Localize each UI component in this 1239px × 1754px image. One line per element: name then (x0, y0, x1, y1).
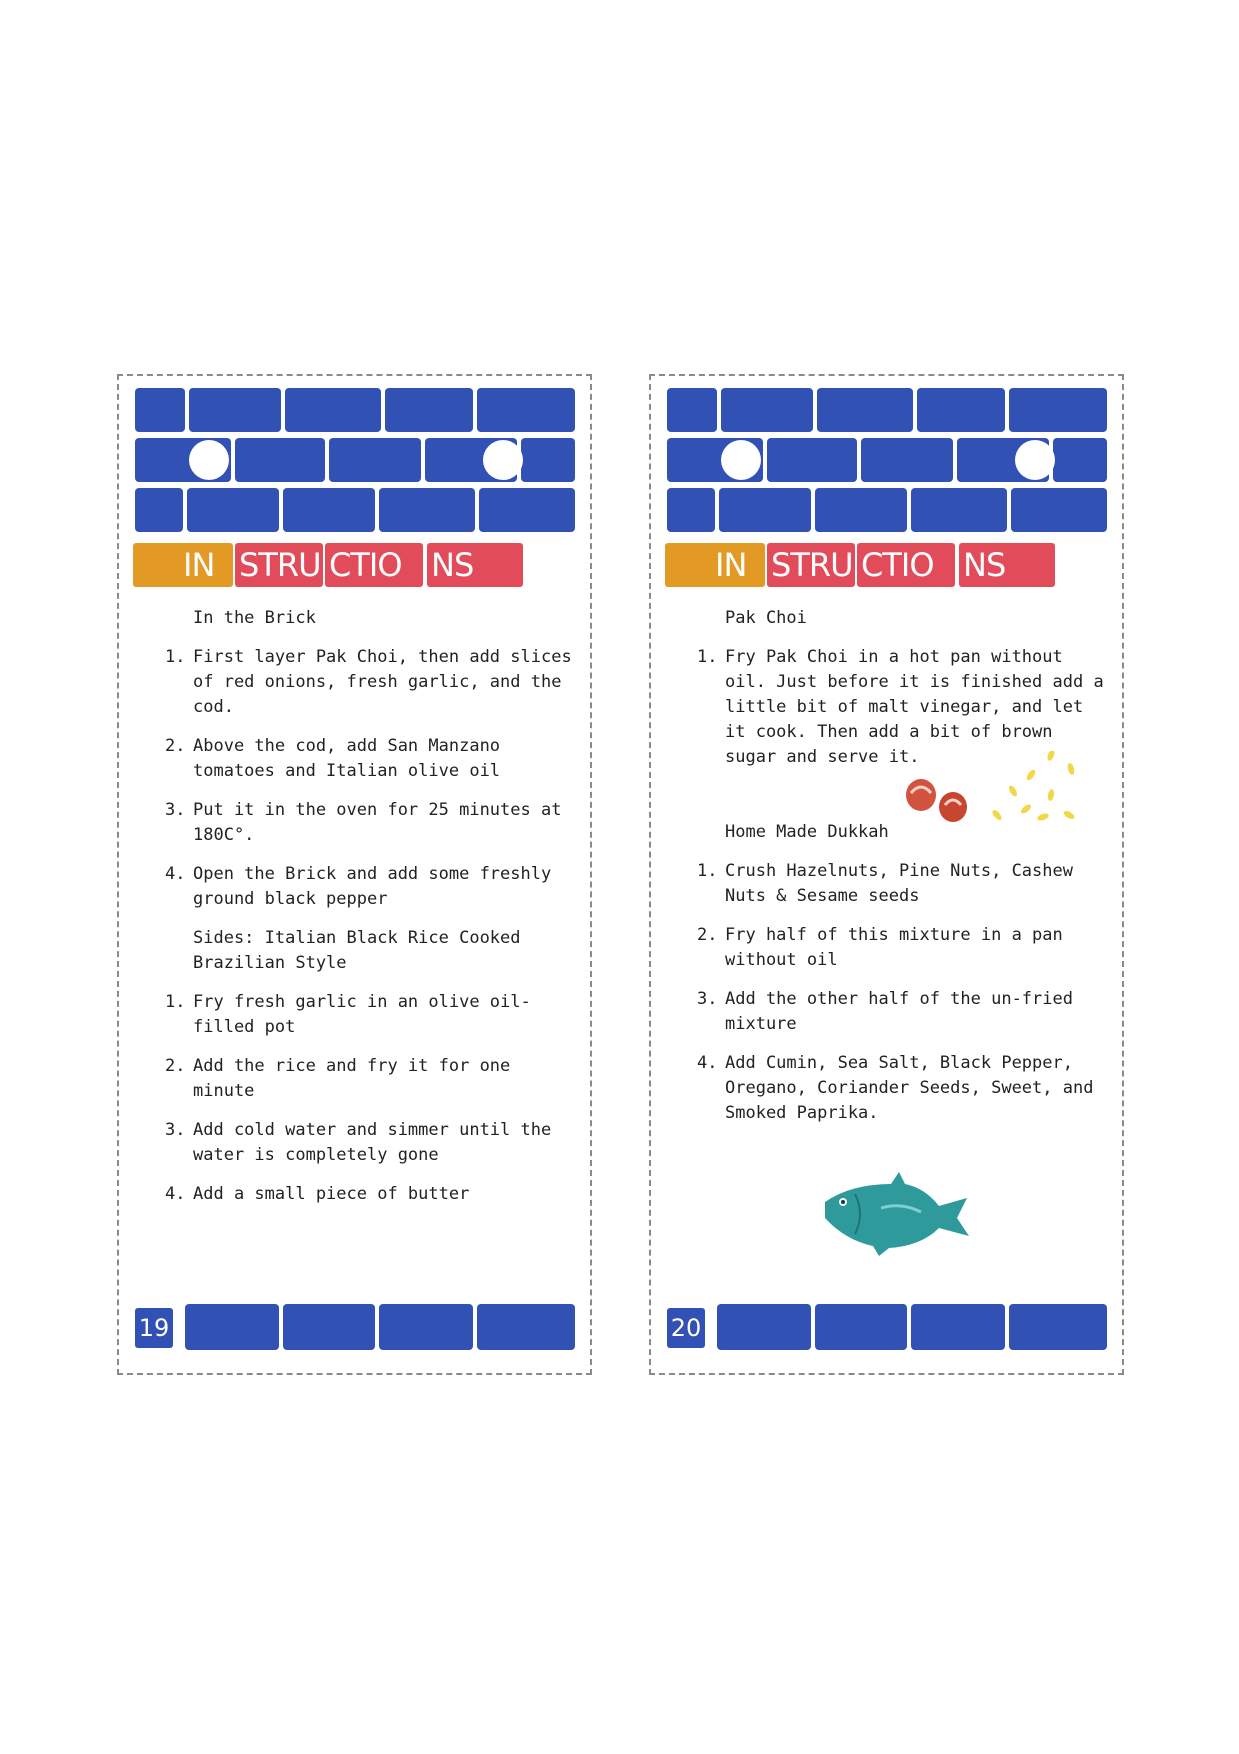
instructions-content (165, 606, 575, 1221)
list-item: 2. Fry half of this mixture in a pan without oil (697, 925, 1063, 970)
banner-seg-1: IN (665, 543, 765, 587)
brick-wall-header (667, 388, 1108, 533)
banner-seg-3: CTIO (325, 543, 423, 587)
banner-seg-4: NS (427, 543, 523, 587)
list-item: 3. Add cold water and simmer until the water is completely gone (165, 1120, 552, 1165)
section-title: Pak Choi (725, 608, 807, 628)
banner-seg-3: CTIO (857, 543, 955, 587)
recipe-card-right (649, 374, 1124, 1375)
fish-illustration (821, 1168, 971, 1258)
list-item: 4. Add Cumin, Sea Salt, Black Pepper, Oregano, Coriander Seeds, Sweet, and Smoked Paprika. (697, 1053, 1094, 1123)
list-item: 1. First layer Pak Choi, then add slices of red onions, fresh garlic, and the cod. (165, 647, 572, 717)
banner-seg-4: NS (959, 543, 1055, 587)
list-item: 3. Add the other half of the un-fried mixture (697, 989, 1073, 1034)
instructions-content (697, 606, 1107, 1140)
page-number: 19 (135, 1308, 173, 1348)
brick-footer (135, 1304, 576, 1352)
hole-left (721, 440, 761, 480)
instructions-banner (665, 543, 1065, 587)
section-title: In the Brick (193, 608, 316, 628)
page-number: 20 (667, 1308, 705, 1348)
steps-list (165, 990, 575, 1207)
brick-footer (667, 1304, 1108, 1352)
nuts-illustration (901, 751, 1081, 841)
list-item: 1. Fry Pak Choi in a hot pan without oil. Just before it is finished add a little bit of malt vinegar, and let it cook. Then add a bit of brown sugar and serve it. (697, 647, 1104, 767)
hole-left (189, 440, 229, 480)
banner-seg-1: IN (133, 543, 233, 587)
list-item: 2. Add the rice and fry it for one minute (165, 1056, 511, 1101)
list-item: 4. Add a small piece of butter (165, 1184, 470, 1204)
list-item: 3. Put it in the oven for 25 minutes at 180C°. (165, 800, 562, 845)
list-item: 1. Crush Hazelnuts, Pine Nuts, Cashew Nuts & Sesame seeds (697, 861, 1073, 906)
banner-seg-2: STRU (235, 543, 323, 587)
recipe-card-left (117, 374, 592, 1375)
list-item: 2. Above the cod, add San Manzano tomatoes and Italian olive oil (165, 736, 501, 781)
steps-list (697, 859, 1107, 1126)
list-item: 4. Open the Brick and add some freshly ground black pepper (165, 864, 552, 909)
hole-right (483, 440, 523, 480)
section-title: Home Made Dukkah (725, 822, 889, 842)
brick-wall-header (135, 388, 576, 533)
steps-list (165, 645, 575, 912)
list-item: 1. Fry fresh garlic in an olive oil-filled pot (165, 992, 531, 1037)
banner-seg-2: STRU (767, 543, 855, 587)
section-title: Sides: Italian Black Rice Cooked Brazilian Style (193, 928, 521, 973)
instructions-banner (133, 543, 533, 587)
hole-right (1015, 440, 1055, 480)
